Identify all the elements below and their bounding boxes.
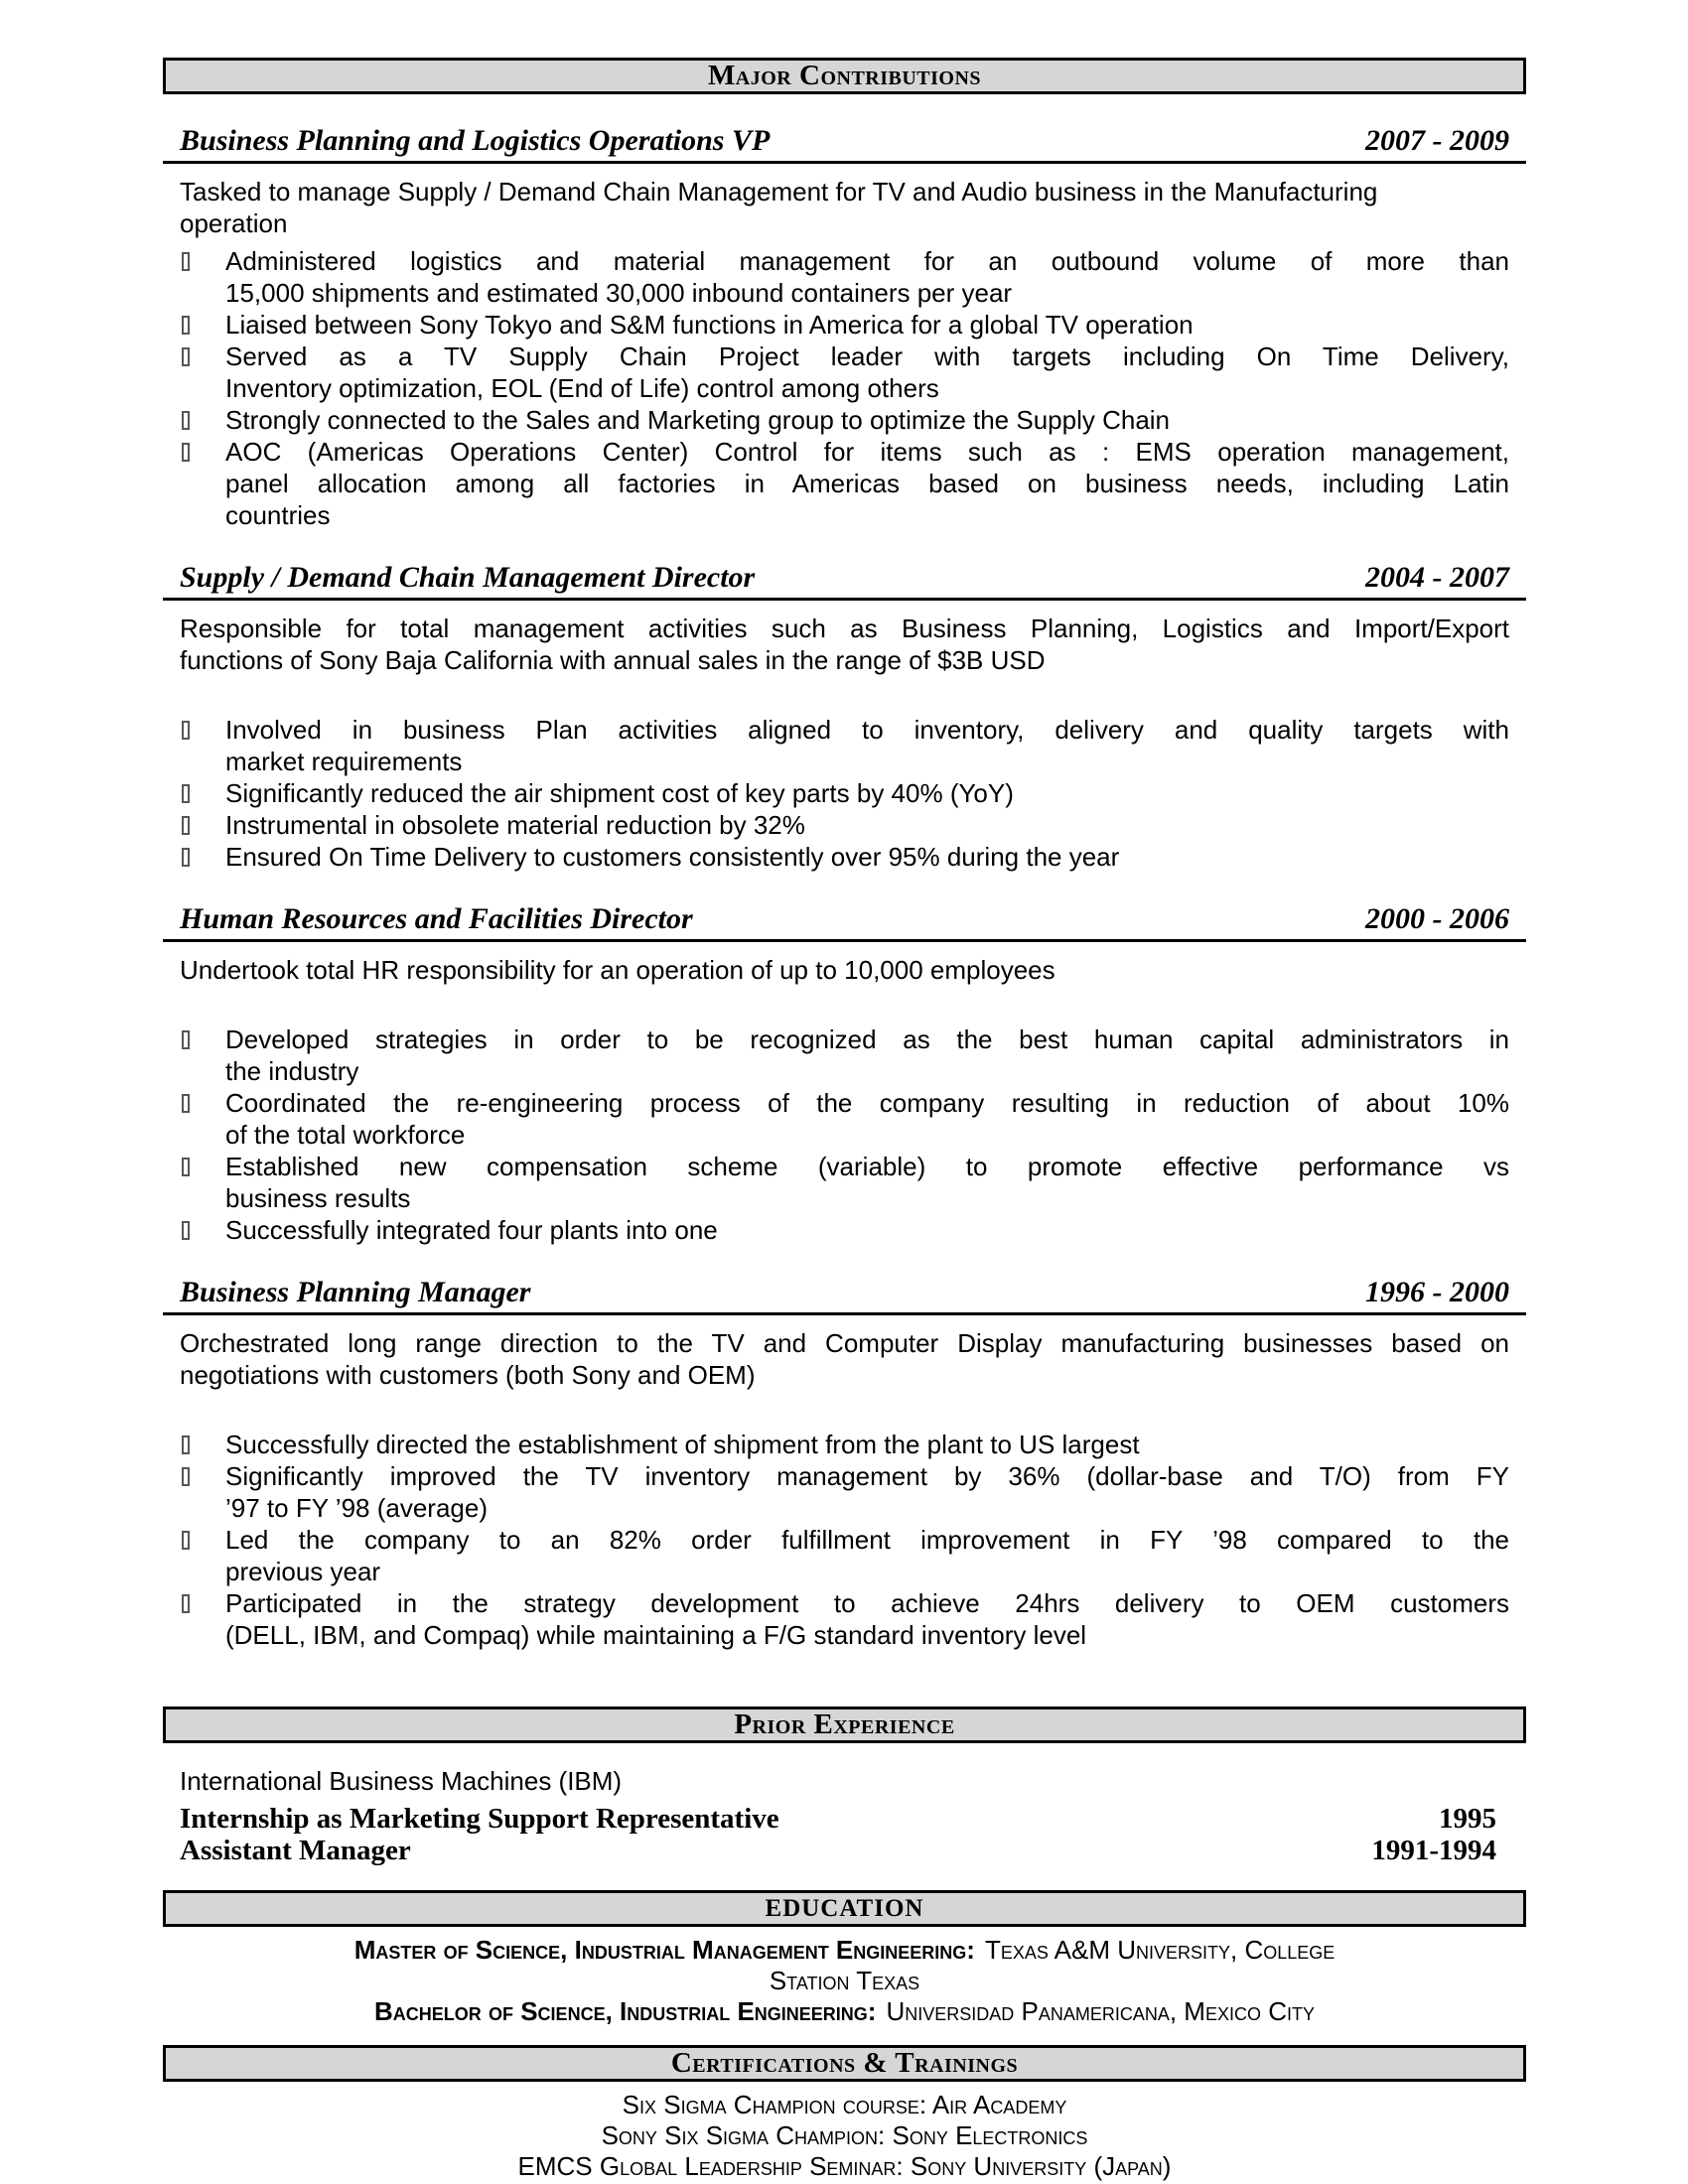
job-title: Business Planning and Logistics Operations VP [180, 124, 771, 157]
bullet-line: Coordinated the re-engineering process of the company resulting in reduction of about 10% [225, 1088, 1509, 1118]
summary-line: operation [180, 208, 288, 238]
job-summary [180, 954, 1509, 986]
bullet-line: Established new compensation scheme (variable) to promote effective performance vs [225, 1152, 1509, 1181]
bullet-line: the industry [225, 1056, 359, 1086]
bullet-line: Significantly reduced the air shipment cost of key parts by 40% (YoY) [225, 778, 1014, 808]
bullet-item [180, 1024, 1509, 1087]
job-title: Supply / Demand Chain Management Director [180, 561, 756, 594]
degree-bachelors-school-line1: Universidad Panamericana, Mexico City [886, 1996, 1315, 2026]
bullet-line: Administered logistics and material management for an outbound volume of more than [225, 246, 1509, 276]
prior-role-dates: 1995 [1439, 1803, 1496, 1835]
prior-role-row [163, 1803, 1526, 1835]
job-title-row [163, 902, 1526, 942]
missing-glyph-bullet-icon [182, 443, 190, 462]
certification-item: Six Sigma Champion course: Air Academy [622, 2090, 1067, 2119]
bullet-line: previous year [225, 1557, 381, 1586]
bullet-text [225, 714, 1509, 777]
bullet-line: Led the company to an 82% order fulfillment improvement in FY ’98 compared to the [225, 1525, 1509, 1555]
job-bullets [180, 1024, 1509, 1246]
bullet-item [180, 404, 1509, 436]
bullet-text [225, 341, 1509, 404]
degree-bachelors [163, 1996, 1526, 2027]
missing-glyph-bullet-icon [182, 1094, 190, 1113]
bullet-line: (DELL, IBM, and Compaq) while maintaining a F/G standard inventory level [225, 1620, 1087, 1650]
bullet-item [180, 1214, 1509, 1246]
job-title-row [163, 1276, 1526, 1315]
missing-glyph-bullet-icon [182, 816, 190, 835]
prior-roles-container [163, 1803, 1526, 1866]
bullet-item [180, 1524, 1509, 1587]
job-bullets [180, 1429, 1509, 1651]
bullet-line: panel allocation among all factories in Americas based on business needs, including Latin [225, 469, 1509, 498]
bullet-text [225, 841, 1509, 873]
bullet-item [180, 809, 1509, 841]
bullet-line: Developed strategies in order to be recognized as the best human capital administrators in [225, 1024, 1509, 1054]
job-dates: 1996 - 2000 [1365, 1276, 1509, 1308]
degree-masters [163, 1935, 1526, 1996]
bullet-line: Involved in business Plan activities aligned to inventory, delivery and quality targets with [225, 715, 1509, 745]
jobs-container [163, 124, 1526, 1651]
missing-glyph-bullet-icon [182, 252, 190, 271]
bullet-text [225, 404, 1509, 436]
job-dates: 2007 - 2009 [1365, 124, 1509, 157]
prior-role-title: Assistant Manager [180, 1835, 411, 1866]
job-title-row [163, 124, 1526, 164]
job-dates: 2000 - 2006 [1365, 902, 1509, 935]
bullet-item [180, 1460, 1509, 1524]
job-dates: 2004 - 2007 [1365, 561, 1509, 594]
certification-item: Sony Six Sigma Champion: Sony Electronics [601, 2120, 1088, 2150]
bullet-item [180, 777, 1509, 809]
bullet-item [180, 1587, 1509, 1651]
bullet-item [180, 714, 1509, 777]
bullet-text [225, 1587, 1509, 1651]
missing-glyph-bullet-icon [182, 848, 190, 867]
bullet-text [225, 777, 1509, 809]
section-header-prior-experience: Prior Experience [163, 1706, 1526, 1743]
degree-masters-school-line1: Texas A&M University, College [984, 1935, 1336, 1965]
section-header-major-contributions: Major Contributions [163, 58, 1526, 94]
job-summary [180, 613, 1509, 676]
bullet-text [225, 1460, 1509, 1524]
job-summary [180, 176, 1509, 239]
education-block [163, 1935, 1526, 2027]
bullet-line: ’97 to FY ’98 (average) [225, 1493, 488, 1523]
missing-glyph-bullet-icon [182, 1435, 190, 1454]
bullet-line: Strongly connected to the Sales and Marketing group to optimize the Supply Chain [225, 405, 1171, 435]
bullet-line: AOC (Americas Operations Center) Control for items such as : EMS operation management, [225, 437, 1509, 467]
bullet-text [225, 245, 1509, 309]
missing-glyph-bullet-icon [182, 1158, 190, 1176]
degree-masters-label: Master of Science, Industrial Management Engineering: [353, 1935, 975, 1965]
bullet-line: Inventory optimization, EOL (End of Life) control among others [225, 373, 939, 403]
bullet-line: of the total workforce [225, 1120, 466, 1150]
summary-line: Undertook total HR responsibility for an operation of up to 10,000 employees [180, 955, 1055, 985]
job-title: Business Planning Manager [180, 1276, 531, 1308]
bullet-line: Successfully directed the establishment of shipment from the plant to US largest [225, 1430, 1140, 1459]
section-header-education: EDUCATION [163, 1890, 1526, 1927]
missing-glyph-bullet-icon [182, 347, 190, 366]
missing-glyph-bullet-icon [182, 1030, 190, 1049]
summary-line: Tasked to manage Supply / Demand Chain Management for TV and Audio business in the Manufacturing [180, 177, 1378, 206]
summary-line: Responsible for total management activities such as Business Planning, Logistics and Import/Export [180, 614, 1509, 643]
bullet-text [225, 1024, 1509, 1087]
bullet-line: Instrumental in obsolete material reduction by 32% [225, 810, 805, 840]
bullet-line: countries [225, 500, 331, 530]
bullet-text [225, 1151, 1509, 1214]
missing-glyph-bullet-icon [182, 721, 190, 740]
job-bullets [180, 245, 1509, 531]
summary-line: functions of Sony Baja California with annual sales in the range of $3B USD [180, 645, 1046, 675]
summary-line: negotiations with customers (both Sony and OEM) [180, 1360, 756, 1390]
missing-glyph-bullet-icon [182, 1531, 190, 1550]
bullet-text [225, 809, 1509, 841]
bullet-line: business results [225, 1183, 411, 1213]
bullet-text [225, 1429, 1509, 1460]
bullet-item [180, 841, 1509, 873]
bullet-text [225, 1214, 1509, 1246]
job-title-row [163, 561, 1526, 601]
bullet-line: Ensured On Time Delivery to customers consistently over 95% during the year [225, 842, 1120, 872]
degree-masters-school-line2: Station Texas [769, 1966, 920, 1995]
section-header-certifications: Certifications & Trainings [163, 2045, 1526, 2082]
prior-role-row [163, 1835, 1526, 1866]
bullet-item [180, 1151, 1509, 1214]
bullet-line: Served as a TV Supply Chain Project leader with targets including On Time Delivery, [225, 341, 1509, 371]
bullet-text [225, 436, 1509, 531]
missing-glyph-bullet-icon [182, 316, 190, 335]
job-bullets [180, 714, 1509, 873]
missing-glyph-bullet-icon [182, 784, 190, 803]
missing-glyph-bullet-icon [182, 411, 190, 430]
certifications-list [163, 2090, 1526, 2182]
bullet-item [180, 309, 1509, 341]
missing-glyph-bullet-icon [182, 1594, 190, 1613]
bullet-line: market requirements [225, 747, 463, 776]
bullet-item [180, 1429, 1509, 1460]
missing-glyph-bullet-icon [182, 1467, 190, 1486]
bullet-line: Liaised between Sony Tokyo and S&M functions in America for a global TV operation [225, 310, 1194, 340]
job-summary [180, 1327, 1509, 1391]
prior-role-title: Internship as Marketing Support Representative [180, 1803, 779, 1835]
summary-line: Orchestrated long range direction to the TV and Computer Display manufacturing businesses based on [180, 1328, 1509, 1358]
resume-document [163, 58, 1526, 2182]
bullet-line: Successfully integrated four plants into one [225, 1215, 718, 1245]
bullet-item [180, 436, 1509, 531]
prior-company: International Business Machines (IBM) [180, 1766, 623, 1796]
bullet-item [180, 245, 1509, 309]
bullet-text [225, 1524, 1509, 1587]
job-title: Human Resources and Facilities Director [180, 902, 693, 935]
bullet-line: 15,000 shipments and estimated 30,000 inbound containers per year [225, 278, 1013, 308]
bullet-item [180, 341, 1509, 404]
bullet-item [180, 1087, 1509, 1151]
bullet-line: Significantly improved the TV inventory management by 36% (dollar-base and T/O) from FY [225, 1461, 1509, 1491]
missing-glyph-bullet-icon [182, 1221, 190, 1240]
certification-item: EMCS Global Leadership Seminar: Sony University (Japan) [517, 2151, 1172, 2181]
degree-bachelors-label: Bachelor of Science, Industrial Engineering: [374, 1996, 877, 2026]
bullet-text [225, 309, 1509, 341]
bullet-text [225, 1087, 1509, 1151]
bullet-line: Participated in the strategy development to achieve 24hrs delivery to OEM customers [225, 1588, 1509, 1618]
prior-role-dates: 1991-1994 [1371, 1835, 1496, 1866]
